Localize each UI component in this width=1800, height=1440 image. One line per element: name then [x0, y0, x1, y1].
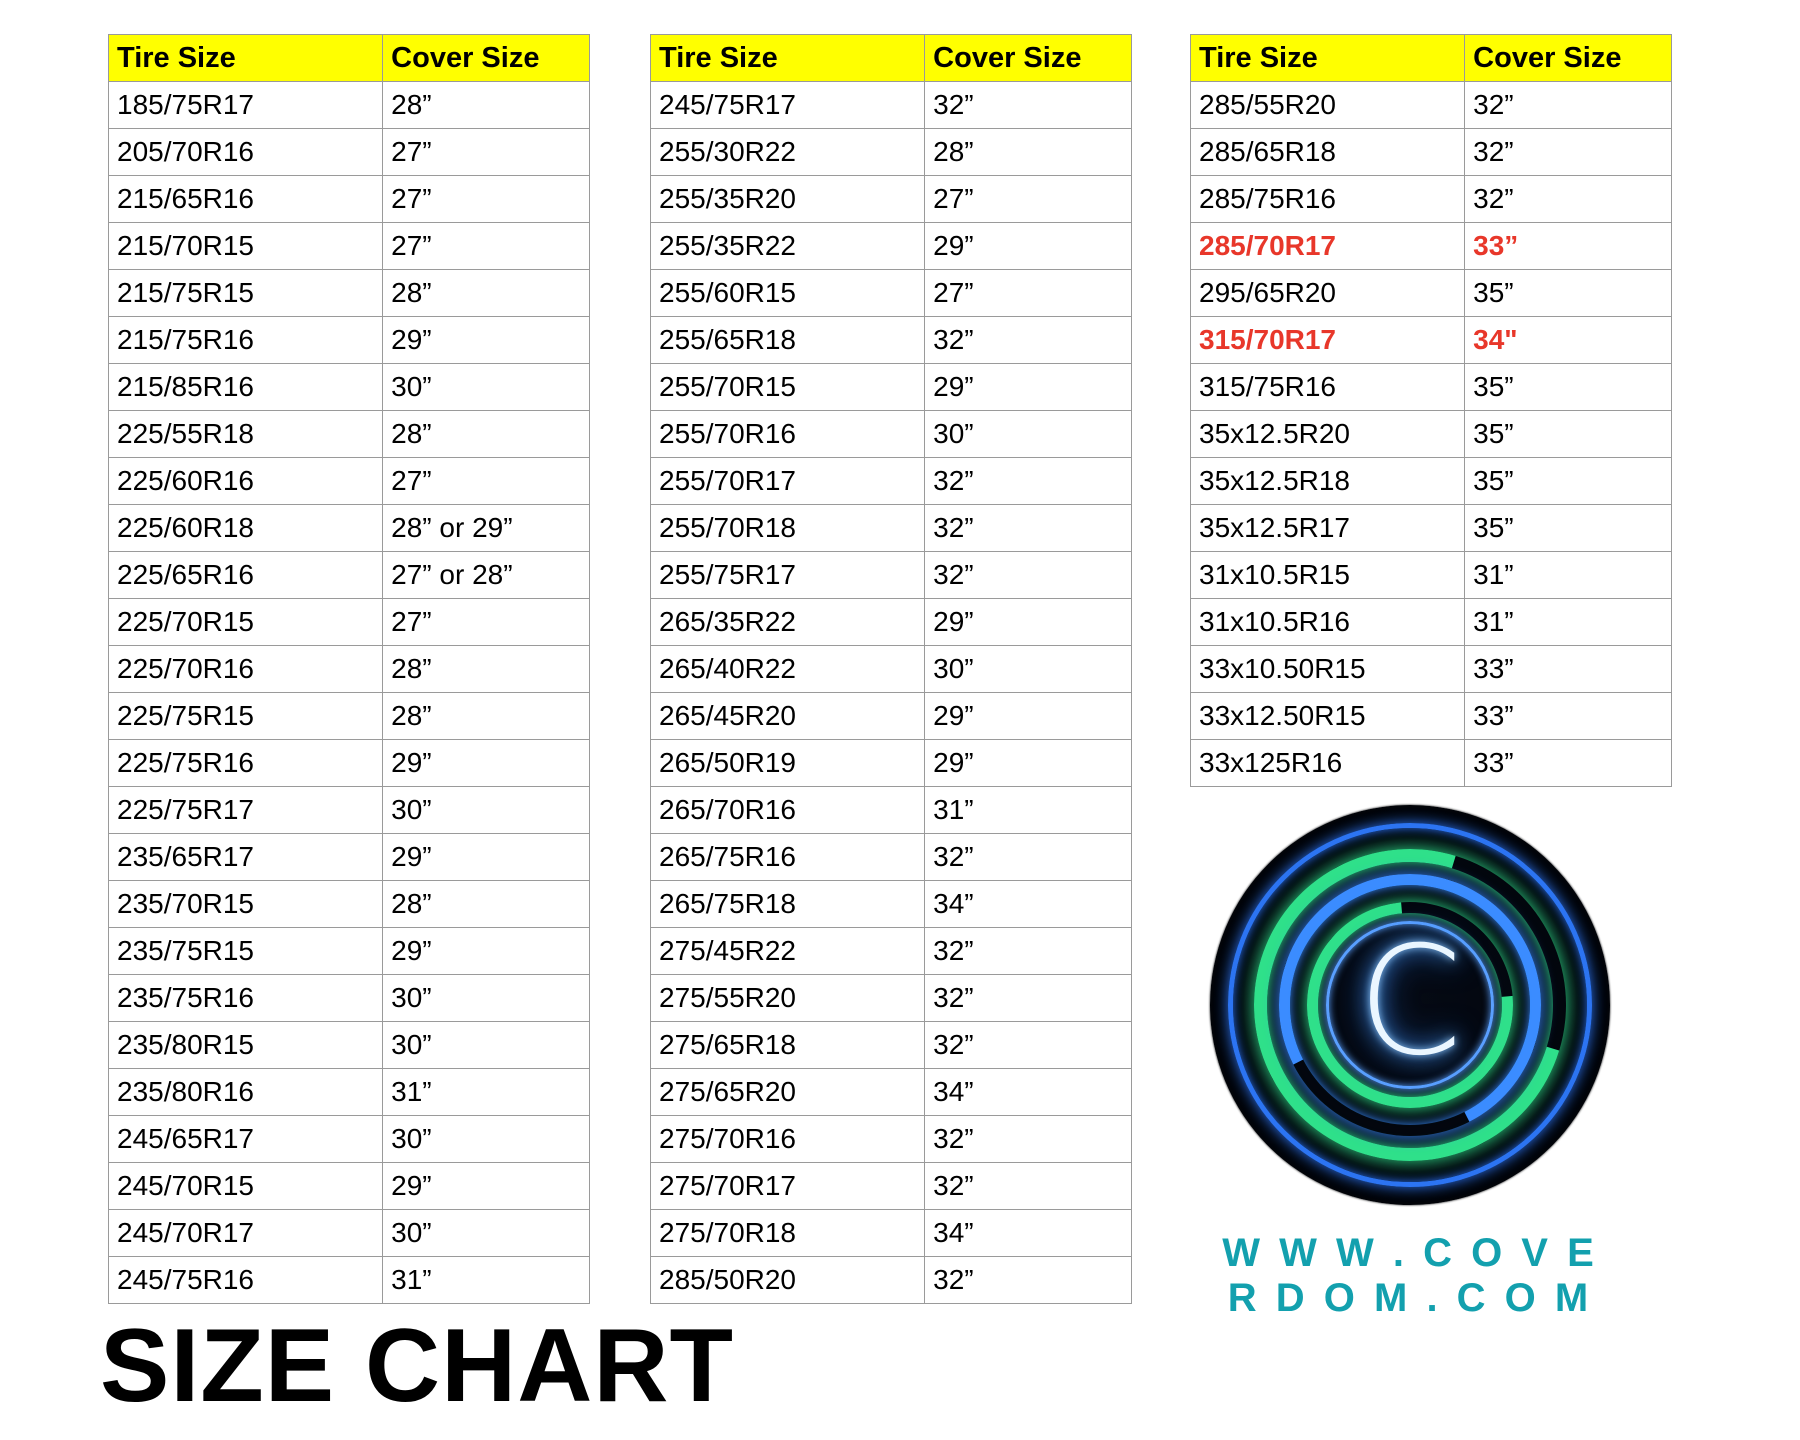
cell-tire-size: 225/70R15 [109, 599, 383, 646]
cell-cover-size: 31” [383, 1069, 590, 1116]
cell-tire-size: 33x10.50R15 [1191, 646, 1465, 693]
table-header-row [651, 35, 1132, 82]
table-row [1191, 82, 1672, 129]
cell-tire-size: 235/65R17 [109, 834, 383, 881]
cell-cover-size: 35” [1465, 270, 1672, 317]
cell-tire-size: 225/75R17 [109, 787, 383, 834]
column-header-cover-size: Cover Size [383, 35, 590, 82]
cell-cover-size: 29” [383, 1163, 590, 1210]
table-row [109, 787, 590, 834]
table-row [1191, 505, 1672, 552]
tire-size-table [1190, 34, 1672, 787]
cell-tire-size: 225/65R16 [109, 552, 383, 599]
cell-tire-size: 265/45R20 [651, 693, 925, 740]
table-row [109, 646, 590, 693]
table-row [1191, 176, 1672, 223]
cell-cover-size: 27” [925, 176, 1132, 223]
table-row [1191, 270, 1672, 317]
cell-cover-size: 32” [1465, 129, 1672, 176]
cell-tire-size: 235/70R15 [109, 881, 383, 928]
table-row [109, 834, 590, 881]
table-row [109, 82, 590, 129]
cell-cover-size: 28” [383, 411, 590, 458]
table-row [1191, 458, 1672, 505]
cell-cover-size: 32” [925, 1163, 1132, 1210]
table-row [1191, 552, 1672, 599]
cell-tire-size: 245/70R17 [109, 1210, 383, 1257]
cell-cover-size: 29” [925, 223, 1132, 270]
cell-cover-size: 33” [1465, 646, 1672, 693]
cell-tire-size: 215/65R16 [109, 176, 383, 223]
table-row [1191, 599, 1672, 646]
table-row [109, 599, 590, 646]
column-header-tire-size: Tire Size [1191, 35, 1465, 82]
cell-cover-size: 29” [925, 693, 1132, 740]
cell-cover-size: 29” [925, 740, 1132, 787]
table-row [109, 1069, 590, 1116]
cell-cover-size: 30” [383, 787, 590, 834]
cell-tire-size: 275/65R20 [651, 1069, 925, 1116]
cell-cover-size: 32” [925, 834, 1132, 881]
cell-tire-size: 255/35R20 [651, 176, 925, 223]
cell-tire-size: 275/65R18 [651, 1022, 925, 1069]
cell-tire-size: 31x10.5R16 [1191, 599, 1465, 646]
cell-cover-size: 32” [925, 317, 1132, 364]
table-row [651, 599, 1132, 646]
cell-tire-size: 255/30R22 [651, 129, 925, 176]
cell-tire-size: 255/70R18 [651, 505, 925, 552]
cell-tire-size: 265/40R22 [651, 646, 925, 693]
cell-cover-size: 32” [925, 552, 1132, 599]
cell-cover-size: 27” or 28” [383, 552, 590, 599]
table-row [651, 646, 1132, 693]
table-body [109, 82, 590, 1304]
cell-cover-size: 32” [1465, 82, 1672, 129]
cell-tire-size: 185/75R17 [109, 82, 383, 129]
column-header-cover-size: Cover Size [1465, 35, 1672, 82]
column-header-tire-size: Tire Size [651, 35, 925, 82]
table-header-row [109, 35, 590, 82]
table-row [651, 928, 1132, 975]
cell-cover-size: 28” [383, 646, 590, 693]
table-row [109, 1210, 590, 1257]
table-row [651, 129, 1132, 176]
table-row [1191, 223, 1672, 270]
cell-tire-size: 255/70R16 [651, 411, 925, 458]
cell-tire-size: 205/70R16 [109, 129, 383, 176]
table-row [651, 1116, 1132, 1163]
table-row [109, 1163, 590, 1210]
cell-cover-size: 35” [1465, 364, 1672, 411]
cell-cover-size: 29” [383, 928, 590, 975]
table-body [651, 82, 1132, 1304]
cell-cover-size: 29” [383, 834, 590, 881]
cell-cover-size: 32” [925, 1116, 1132, 1163]
cell-cover-size: 27” [383, 129, 590, 176]
cell-tire-size: 255/75R17 [651, 552, 925, 599]
table-row [651, 223, 1132, 270]
table-row [109, 129, 590, 176]
cell-cover-size: 32” [925, 505, 1132, 552]
cell-cover-size: 27” [383, 458, 590, 505]
cell-tire-size: 225/70R16 [109, 646, 383, 693]
logo-letter-c: C [1357, 915, 1463, 1089]
cell-tire-size: 225/55R18 [109, 411, 383, 458]
cell-tire-size: 285/75R16 [1191, 176, 1465, 223]
cell-tire-size: 255/70R15 [651, 364, 925, 411]
table-row [1191, 364, 1672, 411]
table-row [651, 82, 1132, 129]
cell-tire-size: 275/70R17 [651, 1163, 925, 1210]
table-row [109, 1257, 590, 1304]
cell-tire-size: 215/85R16 [109, 364, 383, 411]
cell-tire-size: 215/75R15 [109, 270, 383, 317]
cell-cover-size: 28” [383, 82, 590, 129]
cell-tire-size: 35x12.5R18 [1191, 458, 1465, 505]
cell-cover-size: 29” [925, 364, 1132, 411]
cell-cover-size: 30” [383, 1210, 590, 1257]
cell-cover-size: 35” [1465, 411, 1672, 458]
cell-tire-size: 35x12.5R17 [1191, 505, 1465, 552]
table-row [109, 881, 590, 928]
cell-tire-size: 285/55R20 [1191, 82, 1465, 129]
cell-tire-size: 285/65R18 [1191, 129, 1465, 176]
brand-logo-block [1200, 805, 1620, 1321]
cell-tire-size: 235/80R16 [109, 1069, 383, 1116]
table-row [651, 505, 1132, 552]
cell-cover-size: 29” [383, 740, 590, 787]
cell-cover-size: 32” [925, 82, 1132, 129]
table-row [651, 881, 1132, 928]
cell-tire-size: 265/50R19 [651, 740, 925, 787]
table-row [651, 552, 1132, 599]
cell-cover-size: 29” [383, 317, 590, 364]
cell-cover-size: 34” [925, 881, 1132, 928]
cell-cover-size: 27” [383, 223, 590, 270]
cell-cover-size: 31” [383, 1257, 590, 1304]
cell-tire-size: 295/65R20 [1191, 270, 1465, 317]
tire-size-table-column-1 [108, 34, 590, 1304]
cell-tire-size: 31x10.5R15 [1191, 552, 1465, 599]
table-row [109, 1022, 590, 1069]
cell-cover-size: 35” [1465, 505, 1672, 552]
cell-tire-size: 255/60R15 [651, 270, 925, 317]
cell-tire-size: 315/75R16 [1191, 364, 1465, 411]
cell-cover-size: 32” [925, 1257, 1132, 1304]
cell-cover-size: 30” [383, 1116, 590, 1163]
cell-cover-size: 28” or 29” [383, 505, 590, 552]
cell-cover-size: 27” [925, 270, 1132, 317]
column-header-tire-size: Tire Size [109, 35, 383, 82]
page-title: SIZE CHART [100, 1308, 734, 1424]
table-row [651, 975, 1132, 1022]
cell-tire-size: 265/75R16 [651, 834, 925, 881]
column-header-cover-size: Cover Size [925, 35, 1132, 82]
table-row [651, 1069, 1132, 1116]
table-row [109, 223, 590, 270]
cell-tire-size: 255/35R22 [651, 223, 925, 270]
cell-tire-size: 225/75R15 [109, 693, 383, 740]
table-row [651, 834, 1132, 881]
cell-tire-size: 265/70R16 [651, 787, 925, 834]
cell-cover-size: 28” [383, 693, 590, 740]
cell-tire-size: 235/75R15 [109, 928, 383, 975]
cell-tire-size: 315/70R17 [1191, 317, 1465, 364]
tire-size-table [108, 34, 590, 1304]
table-row [651, 1210, 1132, 1257]
cell-cover-size: 30” [383, 364, 590, 411]
cell-tire-size: 225/60R18 [109, 505, 383, 552]
table-row [109, 1116, 590, 1163]
cell-tire-size: 285/50R20 [651, 1257, 925, 1304]
table-row [109, 693, 590, 740]
cell-tire-size: 235/75R16 [109, 975, 383, 1022]
cell-cover-size: 32” [925, 928, 1132, 975]
table-row [651, 787, 1132, 834]
table-row [651, 176, 1132, 223]
cell-cover-size: 32” [1465, 176, 1672, 223]
cell-cover-size: 34” [925, 1210, 1132, 1257]
table-row [651, 1022, 1132, 1069]
cell-tire-size: 275/45R22 [651, 928, 925, 975]
table-row [109, 740, 590, 787]
table-row [109, 552, 590, 599]
cell-cover-size: 28” [925, 129, 1132, 176]
table-row [651, 411, 1132, 458]
table-row [109, 928, 590, 975]
cell-tire-size: 255/65R18 [651, 317, 925, 364]
table-row [651, 458, 1132, 505]
cell-tire-size: 265/35R22 [651, 599, 925, 646]
cell-tire-size: 235/80R15 [109, 1022, 383, 1069]
cell-cover-size: 34” [925, 1069, 1132, 1116]
cell-tire-size: 225/75R16 [109, 740, 383, 787]
cell-tire-size: 245/75R17 [651, 82, 925, 129]
cell-tire-size: 275/70R16 [651, 1116, 925, 1163]
tire-size-table-column-3 [1190, 34, 1672, 787]
cell-tire-size: 275/70R18 [651, 1210, 925, 1257]
table-row [1191, 646, 1672, 693]
cell-cover-size: 33” [1465, 693, 1672, 740]
cell-cover-size: 28” [383, 881, 590, 928]
cell-cover-size: 31” [925, 787, 1132, 834]
table-row [651, 740, 1132, 787]
table-row [1191, 411, 1672, 458]
table-row [651, 1257, 1132, 1304]
cell-cover-size: 31” [1465, 599, 1672, 646]
table-row [651, 270, 1132, 317]
cell-cover-size: 29” [925, 599, 1132, 646]
cell-tire-size: 285/70R17 [1191, 223, 1465, 270]
table-row [109, 975, 590, 1022]
cell-cover-size: 28” [383, 270, 590, 317]
table-header-row [1191, 35, 1672, 82]
cell-cover-size: 27” [383, 599, 590, 646]
cell-tire-size: 255/70R17 [651, 458, 925, 505]
cell-cover-size: 32” [925, 458, 1132, 505]
table-row [109, 505, 590, 552]
table-row [651, 1163, 1132, 1210]
table-body [1191, 82, 1672, 787]
table-row [109, 317, 590, 364]
table-row [651, 693, 1132, 740]
cell-tire-size: 33x12.50R15 [1191, 693, 1465, 740]
table-row [1191, 740, 1672, 787]
table-row [1191, 693, 1672, 740]
table-row [651, 364, 1132, 411]
cell-tire-size: 275/55R20 [651, 975, 925, 1022]
cell-tire-size: 245/75R16 [109, 1257, 383, 1304]
cell-tire-size: 215/70R15 [109, 223, 383, 270]
cell-cover-size: 30” [383, 1022, 590, 1069]
cell-tire-size: 215/75R16 [109, 317, 383, 364]
cell-cover-size: 34" [1465, 317, 1672, 364]
table-row [109, 176, 590, 223]
table-row [1191, 317, 1672, 364]
cell-cover-size: 32” [925, 1022, 1132, 1069]
cell-tire-size: 245/65R17 [109, 1116, 383, 1163]
cell-tire-size: 265/75R18 [651, 881, 925, 928]
cell-cover-size: 30” [925, 411, 1132, 458]
table-row [1191, 129, 1672, 176]
cell-tire-size: 245/70R15 [109, 1163, 383, 1210]
coverdom-logo-icon [1210, 805, 1610, 1205]
table-row [651, 317, 1132, 364]
table-row [109, 270, 590, 317]
cell-cover-size: 31” [1465, 552, 1672, 599]
table-row [109, 364, 590, 411]
table-row [109, 411, 590, 458]
cell-tire-size: 225/60R16 [109, 458, 383, 505]
cell-tire-size: 35x12.5R20 [1191, 411, 1465, 458]
table-row [109, 458, 590, 505]
tire-size-table-column-2 [650, 34, 1132, 1304]
cell-cover-size: 32” [925, 975, 1132, 1022]
website-url: W W W . C O V E R D O M . C O M [1222, 1231, 1598, 1320]
cell-cover-size: 30” [383, 975, 590, 1022]
cell-tire-size: 33x125R16 [1191, 740, 1465, 787]
tire-size-table [650, 34, 1132, 1304]
cell-cover-size: 33” [1465, 740, 1672, 787]
cell-cover-size: 30” [925, 646, 1132, 693]
cell-cover-size: 27” [383, 176, 590, 223]
cell-cover-size: 33” [1465, 223, 1672, 270]
cell-cover-size: 35” [1465, 458, 1672, 505]
